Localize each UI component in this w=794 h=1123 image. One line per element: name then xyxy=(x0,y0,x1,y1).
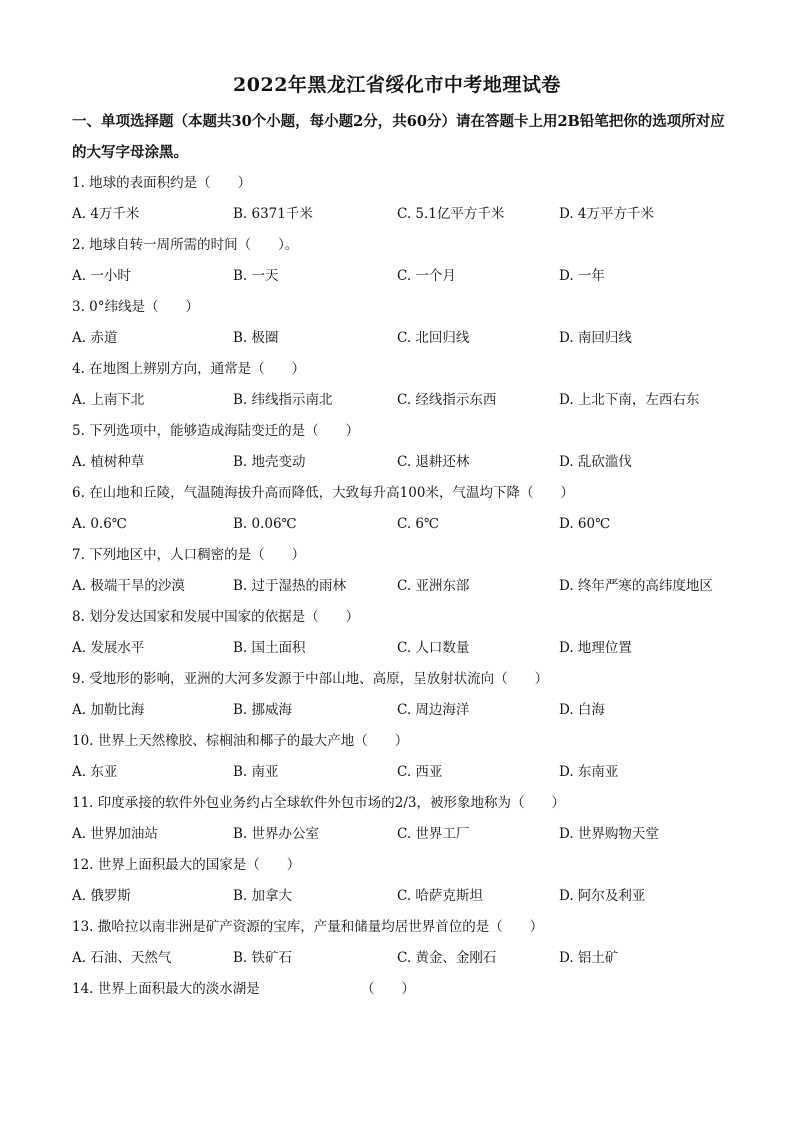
option-a: A. 发展水平 xyxy=(72,640,145,656)
option-a: A. 植树种草 xyxy=(72,454,145,470)
option-c: C. 哈萨克斯坦 xyxy=(397,888,483,904)
option-d: D. 南回归线 xyxy=(559,330,632,346)
option-b: B. 过于湿热的雨林 xyxy=(233,578,347,594)
option-d: D. 世界购物天堂 xyxy=(559,826,659,842)
option-b: B. 地壳变动 xyxy=(233,454,306,470)
option-a: A. 世界加油站 xyxy=(72,826,158,842)
question-options xyxy=(72,633,732,664)
question-block xyxy=(72,726,732,788)
question-stem: 4. 在地图上辨别方向，通常是（ ） xyxy=(72,361,306,377)
option-b: B. 6371千米 xyxy=(233,206,313,222)
section-heading: 一、单项选择题（本题共30个小题，每小题2分，共60分）请在答题卡上用2B铅笔把你的选项所对应的大写字母涂黑。 xyxy=(72,113,725,161)
option-a: A. 赤道 xyxy=(72,330,118,346)
question-stem: 14. 世界上面积最大的淡水湖是 （ ） xyxy=(72,981,416,997)
question-block xyxy=(72,168,732,230)
page-title: 2022年黑龙江省绥化市中考地理试卷 xyxy=(233,74,561,96)
question-options xyxy=(72,571,732,602)
question-options xyxy=(72,819,732,850)
question-list xyxy=(72,168,732,1005)
option-b: B. 0.06℃ xyxy=(233,516,297,532)
question-stem: 13. 撒哈拉以南非洲是矿产资源的宝库，产量和储量均居世界首位的是（ ） xyxy=(72,919,544,935)
option-d: D. 4万平方千米 xyxy=(559,206,655,222)
option-c: C. 经线指示东西 xyxy=(397,392,497,408)
option-d: D. 阿尔及利亚 xyxy=(559,888,646,904)
question-stem: 2. 地球自转一周所需的时间（ ）。 xyxy=(72,237,299,253)
option-a: A. 极端干旱的沙漠 xyxy=(72,578,185,594)
question-stem: 8. 划分发达国家和发展中国家的依据是（ ） xyxy=(72,609,360,625)
option-d: D. 60℃ xyxy=(559,516,611,532)
option-a: A. 4万千米 xyxy=(72,206,140,222)
question-options xyxy=(72,757,732,788)
question-block xyxy=(72,850,732,912)
question-options xyxy=(72,943,732,974)
option-b: B. 铁矿石 xyxy=(233,950,293,966)
option-c: C. 周边海洋 xyxy=(397,702,470,718)
question-stem: 12. 世界上面积最大的国家是（ ） xyxy=(72,857,301,873)
question-block xyxy=(72,912,732,974)
option-d: D. 白海 xyxy=(559,702,605,718)
option-b: B. 国土面积 xyxy=(233,640,306,656)
option-d: D. 上北下南，左西右东 xyxy=(559,392,700,408)
question-options xyxy=(72,447,732,478)
option-c: C. 世界工厂 xyxy=(397,826,470,842)
option-c: C. 一个月 xyxy=(397,268,456,284)
option-c: C. 5.1亿平方千米 xyxy=(397,206,505,222)
option-d: D. 终年严寒的高纬度地区 xyxy=(559,578,713,594)
question-stem: 1. 地球的表面积约是（ ） xyxy=(72,175,252,191)
question-stem: 11. 印度承接的软件外包业务约占全球软件外包市场的2/3，被形象地称为（ ） xyxy=(72,795,565,811)
question-stem: 7. 下列地区中，人口稠密的是（ ） xyxy=(72,547,306,563)
option-b: B. 加拿大 xyxy=(233,888,293,904)
option-c: C. 北回归线 xyxy=(397,330,470,346)
question-options xyxy=(72,385,732,416)
option-a: A. 东亚 xyxy=(72,764,118,780)
question-block xyxy=(72,478,732,540)
option-a: A. 一小时 xyxy=(72,268,131,284)
question-options xyxy=(72,199,732,230)
option-a: A. 加勒比海 xyxy=(72,702,145,718)
option-d: D. 东南亚 xyxy=(559,764,619,780)
option-a: A. 石油、天然气 xyxy=(72,950,172,966)
option-c: C. 亚洲东部 xyxy=(397,578,470,594)
option-b: B. 纬线指示南北 xyxy=(233,392,333,408)
option-d: D. 一年 xyxy=(559,268,605,284)
question-block xyxy=(72,416,732,478)
question-stem: 3. 0°纬线是（ ） xyxy=(72,299,200,315)
option-a: A. 0.6℃ xyxy=(72,516,127,532)
option-a: A. 上南下北 xyxy=(72,392,145,408)
question-stem: 9. 受地形的影响，亚洲的大河多发源于中部山地、高原，呈放射状流向（ ） xyxy=(72,671,549,687)
option-d: D. 铝土矿 xyxy=(559,950,619,966)
option-b: B. 世界办公室 xyxy=(233,826,320,842)
option-d: D. 乱砍滥伐 xyxy=(559,454,632,470)
question-options xyxy=(72,881,732,912)
question-options xyxy=(72,695,732,726)
option-b: B. 南亚 xyxy=(233,764,279,780)
question-block xyxy=(72,230,732,292)
question-block xyxy=(72,602,732,664)
question-block xyxy=(72,354,732,416)
question-block xyxy=(72,292,732,354)
question-options xyxy=(72,509,732,540)
question-stem: 6. 在山地和丘陵，气温随海拔升高而降低，大致每升高100米，气温均下降（ ） xyxy=(72,485,574,501)
option-c: C. 黄金、金刚石 xyxy=(397,950,497,966)
option-b: B. 极圈 xyxy=(233,330,279,346)
option-b: B. 一天 xyxy=(233,268,279,284)
option-d: D. 地理位置 xyxy=(559,640,632,656)
question-stem: 10. 世界上天然橡胶、棕榈油和椰子的最大产地（ ） xyxy=(72,733,409,749)
option-c: C. 退耕还林 xyxy=(397,454,470,470)
question-options xyxy=(72,261,732,292)
question-block xyxy=(72,664,732,726)
question-block xyxy=(72,788,732,850)
question-options xyxy=(72,323,732,354)
question-stem: 5. 下列选项中，能够造成海陆变迁的是（ ） xyxy=(72,423,360,439)
option-b: B. 挪威海 xyxy=(233,702,293,718)
question-block xyxy=(72,974,732,1005)
option-c: C. 人口数量 xyxy=(397,640,470,656)
option-c: C. 6℃ xyxy=(397,516,440,532)
option-c: C. 西亚 xyxy=(397,764,443,780)
question-block xyxy=(72,540,732,602)
option-a: A. 俄罗斯 xyxy=(72,888,131,904)
